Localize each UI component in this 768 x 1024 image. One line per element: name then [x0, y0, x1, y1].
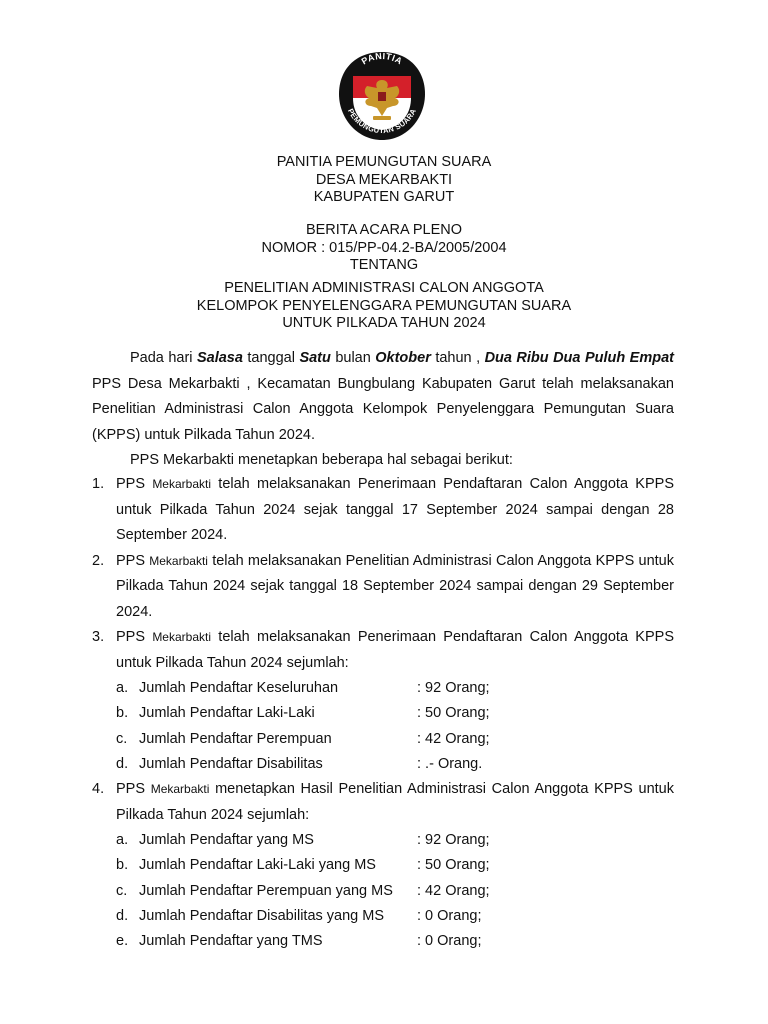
org-line: PANITIA PEMUNGUTAN SUARA [276, 154, 492, 170]
list-item: 2. PPS Mekarbakti telah melaksanakan Penelitian Administrasi Calon Anggota KPPS untuk Pilkada Tahun 2024 sejak tanggal 18 September 2024 sampai dengan 29 September 2024. [92, 552, 674, 620]
list-item: 3. PPS Mekarbakti telah melaksanakan Penerimaan Pendaftaran Calon Anggota KPPS untuk Pilkada Tahun 2024 sejumlah: a. Jumlah Pendaftar Keseluruhan : 92 Orang; b. Jumlah Pendaftar Laki-Laki : 50 Orang; c. Jumlah Pendaftar Perempuan : 42 Orang; d. Jumlah Pendaftar Disabilitas : .- Orang. [92, 625, 674, 777]
kpu-logo [337, 50, 427, 142]
subject-line: PENELITIAN ADMINISTRASI CALON ANGGOTA [224, 280, 544, 296]
sub-item: a. Jumlah Pendaftar yang MS : 92 Orang; [116, 832, 490, 849]
year-words: Dua Ribu Dua Puluh Empat [484, 350, 674, 366]
registrant-count-list [116, 676, 674, 777]
doc-about: TENTANG [349, 257, 419, 273]
list-item: 4. PPS Mekarbakti menetapkan Hasil Penelitian Administrasi Calon Anggota KPPS untuk Pilkada Tahun 2024 sejumlah: a. Jumlah Pendaftar yang MS : 92 Orang; b. Jumlah Pendaftar Laki-Laki yang MS : 50 Orang; c. Jumlah Pendaftar Perempuan yang MS : 42 Orang; d. Jumlah Pendaftar Disabilitas yang MS : 0 Orang; e. Jumlah Pendaftar yang TMS : 0 Orang; [92, 777, 674, 954]
org-line: DESA MEKARBAKTI [315, 171, 453, 188]
sub-item: a. Jumlah Pendaftar Keseluruhan : 92 Orang; [116, 680, 490, 696]
logo-top-text: PANITIA [359, 50, 405, 67]
lead-paragraph: PPS Mekarbakti menetapkan beberapa hal sebagai berikut: [130, 452, 513, 468]
doc-title: BERITA ACARA PLENO [305, 222, 463, 238]
org-line: KABUPATEN GARUT [313, 189, 455, 205]
sub-item: d. Jumlah Pendaftar Disabilitas yang MS : 0 Orang; [116, 908, 482, 925]
sub-item: e. Jumlah Pendaftar yang TMS : 0 Orang; [116, 933, 482, 950]
logo-bottom-text: PEMUNGUTAN SUARA [345, 107, 419, 136]
doc-header [0, 222, 768, 275]
sub-item: d. Jumlah Pendaftar Disabilitas : .- Orang. [116, 755, 483, 772]
subject-line: KELOMPOK PENYELENGGARA PEMUNGUTAN SUARA [196, 297, 572, 314]
subject-header [0, 280, 768, 333]
sub-item: c. Jumlah Pendaftar Perempuan : 42 Orang; [116, 730, 490, 747]
date-words: Satu [299, 350, 331, 366]
day-name: Salasa [196, 350, 243, 366]
intro-paragraph: Pada hari Salasa tanggal Satu bulan Oktober tahun , Dua Ribu Dua Puluh Empat PPS Desa Mekarbakti , Kecamatan Bungbulang Kabupaten Garut telah melaksanakan Penelitian Administrasi Calon Anggota Kelompok Penyelenggara Pemungutan Suara (KPPS) untuk Pilkada Tahun 2024. [92, 350, 674, 443]
decision-list [92, 472, 674, 955]
doc-number: NOMOR : 015/PP-04.2-BA/2005/2004 [261, 239, 507, 256]
research-result-list [116, 828, 674, 954]
subject-line: UNTUK PILKADA TAHUN 2024 [282, 315, 486, 331]
sub-item: b. Jumlah Pendaftar Laki-Laki : 50 Orang; [116, 705, 490, 722]
org-header [0, 154, 768, 207]
month-name: Oktober [375, 350, 431, 366]
list-item: 1. PPS Mekarbakti telah melaksanakan Penerimaan Pendaftaran Calon Anggota KPPS untuk Pilkada Tahun 2024 sejak tanggal 17 September 2024 sampai dengan 28 September 2024. [92, 476, 674, 543]
sub-item: c. Jumlah Pendaftar Perempuan yang MS : 42 Orang; [116, 882, 490, 899]
sub-item: b. Jumlah Pendaftar Laki-Laki yang MS : 50 Orang; [116, 857, 490, 874]
